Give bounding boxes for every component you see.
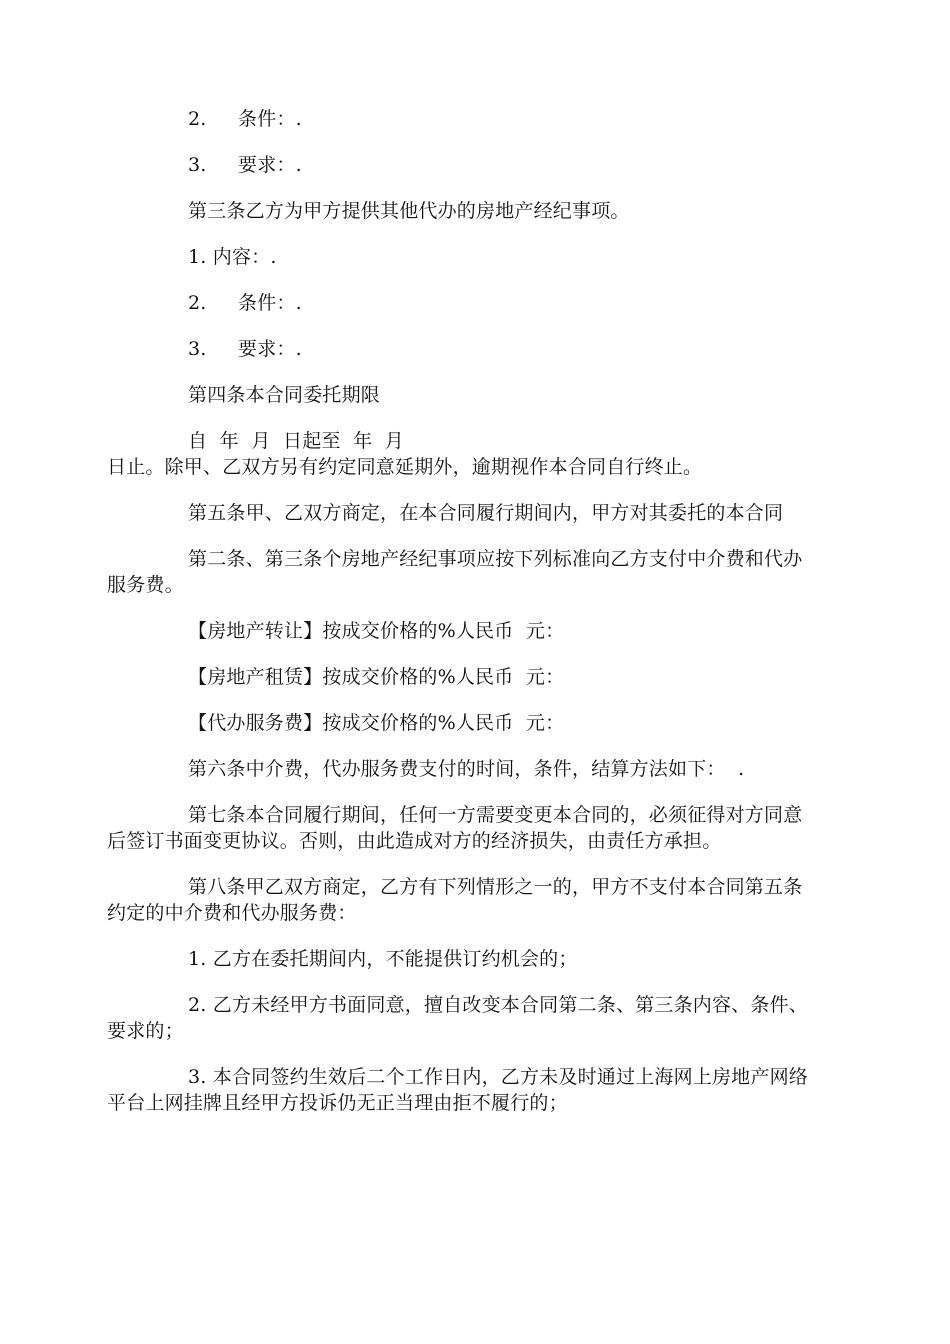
article-4-period-line2: 日止。除甲、乙双方另有约定同意延期外，逾期视作本合同自行终止。 [107,456,703,478]
article-5-line1: 第五条甲、乙双方商定，在本合同履行期间内，甲方对其委托的本合同 [188,502,784,524]
item-3-requirements [188,153,302,177]
article-8-line1: 第八条甲乙双方商定，乙方有下列情形之一的，甲方不支付本合同第五条 [188,876,803,898]
clause-2-line2: 要求的； [107,1020,184,1042]
item-text: 条件：. [238,108,302,130]
item-number: 3. [188,154,207,176]
fee-service: 【代办服务费】按成交价格的%人民币 元： [188,712,565,734]
article-7-line2: 后签订书面变更协议。否则，由此造成对方的经济损失，由责任方承担。 [107,830,722,852]
article-5-line3: 服务费。 [107,574,184,596]
fee-lease: 【房地产租赁】按成交价格的%人民币 元： [188,666,565,688]
fee-transfer: 【房地产转让】按成交价格的%人民币 元： [188,620,565,642]
article-8-line2: 约定的中介费和代办服务费： [107,902,357,924]
item-text: 条件：. [238,292,302,314]
clause-2-line1: 2. 乙方未经甲方书面同意，擅自改变本合同第二条、第三条内容、条件、 [188,994,808,1016]
article-5-line2: 第二条、第三条个房地产经纪事项应按下列标准向乙方支付中介费和代办 [188,548,803,570]
item-number: 2. [188,108,207,130]
item-2-conditions-b [188,291,302,315]
clause-3-line1: 3. 本合同签约生效后二个工作日内，乙方未及时通过上海网上房地产网络 [188,1066,808,1088]
item-number: 3. [188,338,207,360]
clause-3-line2: 平台上网挂牌且经甲方投诉仍无正当理由拒不履行的； [107,1092,568,1114]
item-text: 要求：. [238,338,302,360]
article-6: 第六条中介费，代办服务费支付的时间，条件，结算方法如下： . [188,758,745,780]
item-text: 要求：. [238,154,302,176]
item-2-conditions [188,107,302,131]
item-1-content: 1. 内容：. [188,246,277,268]
article-4-period-line1: 自 年 月 日起至 年 月 [188,430,404,452]
article-3: 第三条乙方为甲方提供其他代办的房地产经纪事项。 [188,200,630,222]
clause-1: 1. 乙方在委托期间内，不能提供订约机会的； [188,948,578,970]
article-7-line1: 第七条本合同履行期间，任何一方需要变更本合同的，必须征得对方同意 [188,804,803,826]
article-4-title: 第四条本合同委托期限 [188,384,381,406]
item-number: 2. [188,292,207,314]
item-3-requirements-b [188,337,302,361]
